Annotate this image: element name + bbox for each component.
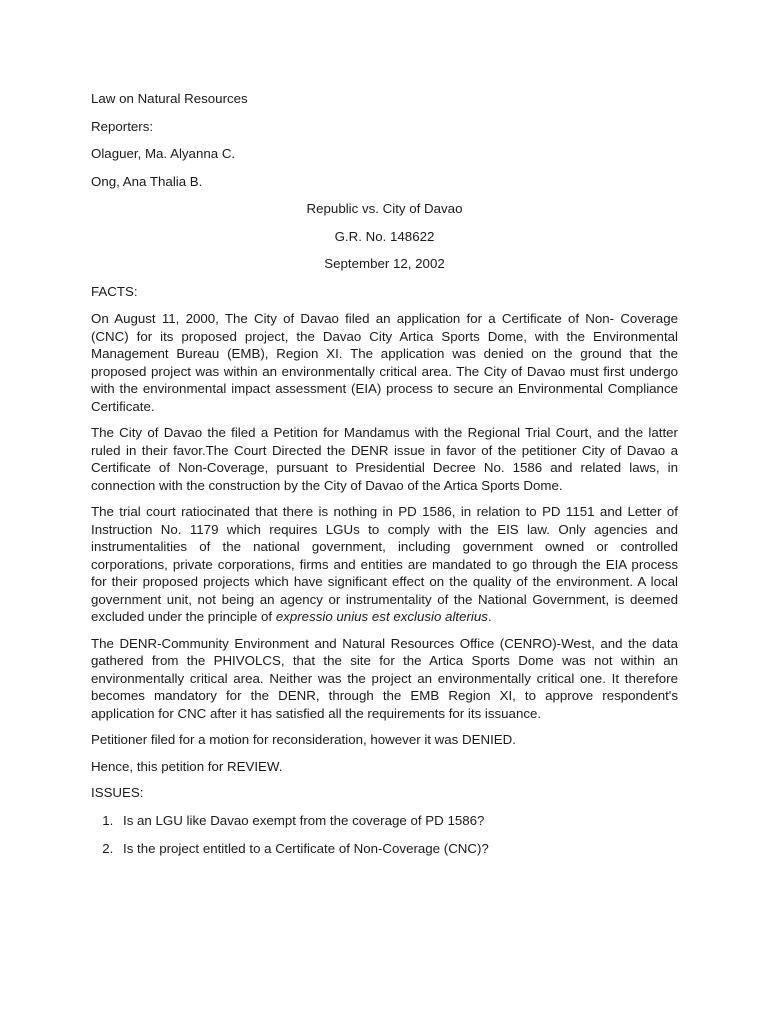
facts-paragraph bbox=[91, 503, 678, 626]
issues-list bbox=[91, 812, 678, 858]
case-date: September 12, 2002 bbox=[324, 256, 445, 271]
facts-heading: FACTS: bbox=[91, 283, 138, 299]
issue-item: 1. Is an LGU like Davao exempt from the coverage of PD 1586? bbox=[117, 812, 678, 830]
case-gr-number: G.R. No. 148622 bbox=[334, 228, 435, 244]
facts-paragraph-text: The trial court ratiocinated that there is nothing in PD 1586, in relation to PD 1151 and Letter of Instruction No. 1179 which requires LGUs to comply with the EIS law. Only agencies and instrumentalities of the national government, including government owned or controlled corporations, private corporations, firms and entities are mandated to go through the EIA process for their proposed projects which have significant effect on the quality of the environment. A local government unit, not being an agency or instrumentality of the National Government, is deemed excluded under the principle of bbox=[91, 504, 678, 624]
reporter-name: Ong, Ana Thalia B. bbox=[91, 173, 203, 189]
issues-heading: ISSUES: bbox=[91, 785, 144, 800]
case-title: Republic vs. City of Davao bbox=[306, 201, 463, 216]
facts-paragraph: The City of Davao the filed a Petition for Mandamus with the Regional Trial Court, and the latter ruled in their favor.The Court Directed the DENR issue in favor of the petitioner City of Davao a Certificate of Non-Coverage, pursuant to Presidential Decree No. 1586 and related laws, in connection with the construction by the City of Davao of the Artica Sports Dome. bbox=[91, 425, 678, 493]
latin-maxim: expressio unius est exclusio alterius bbox=[275, 609, 488, 624]
document-page bbox=[91, 90, 678, 869]
facts-paragraph: Hence, this petition for REVIEW. bbox=[91, 758, 283, 774]
reporters-label: Reporters: bbox=[91, 118, 154, 134]
reporter-name: Olaguer, Ma. Alyanna C. bbox=[91, 146, 236, 161]
facts-paragraph: The DENR-Community Environment and Natural Resources Office (CENRO)-West, and the data gathered from the PHIVOLCS, that the site for the Artica Sports Dome was not within an environmentally critical area. Neither was the project an environmentally critical one. It therefore becomes mandatory for the DENR, through the EMB Region XI, to approve respondent's application for CNC after it has satisfied all the requirements for its issuance. bbox=[91, 635, 678, 721]
subject-line: Law on Natural Resources bbox=[91, 91, 248, 106]
facts-paragraph: Petitioner filed for a motion for reconsideration, however it was DENIED. bbox=[91, 732, 516, 747]
facts-paragraph-end: . bbox=[487, 609, 492, 624]
facts-paragraph: On August 11, 2000, The City of Davao filed an application for a Certificate of Non- Coverage (CNC) for its proposed project, the Davao City Artica Sports Dome, with the Environmental Management Bureau (EMB), Region XI. The application was denied on the ground that the proposed project was within an environmentally critical area. The City of Davao must first undergo with the environmental impact assessment (EIA) process to secure an Environmental Compliance Certificate. bbox=[91, 311, 678, 414]
issue-item: 2. Is the project entitled to a Certificate of Non-Coverage (CNC)? bbox=[117, 840, 678, 858]
